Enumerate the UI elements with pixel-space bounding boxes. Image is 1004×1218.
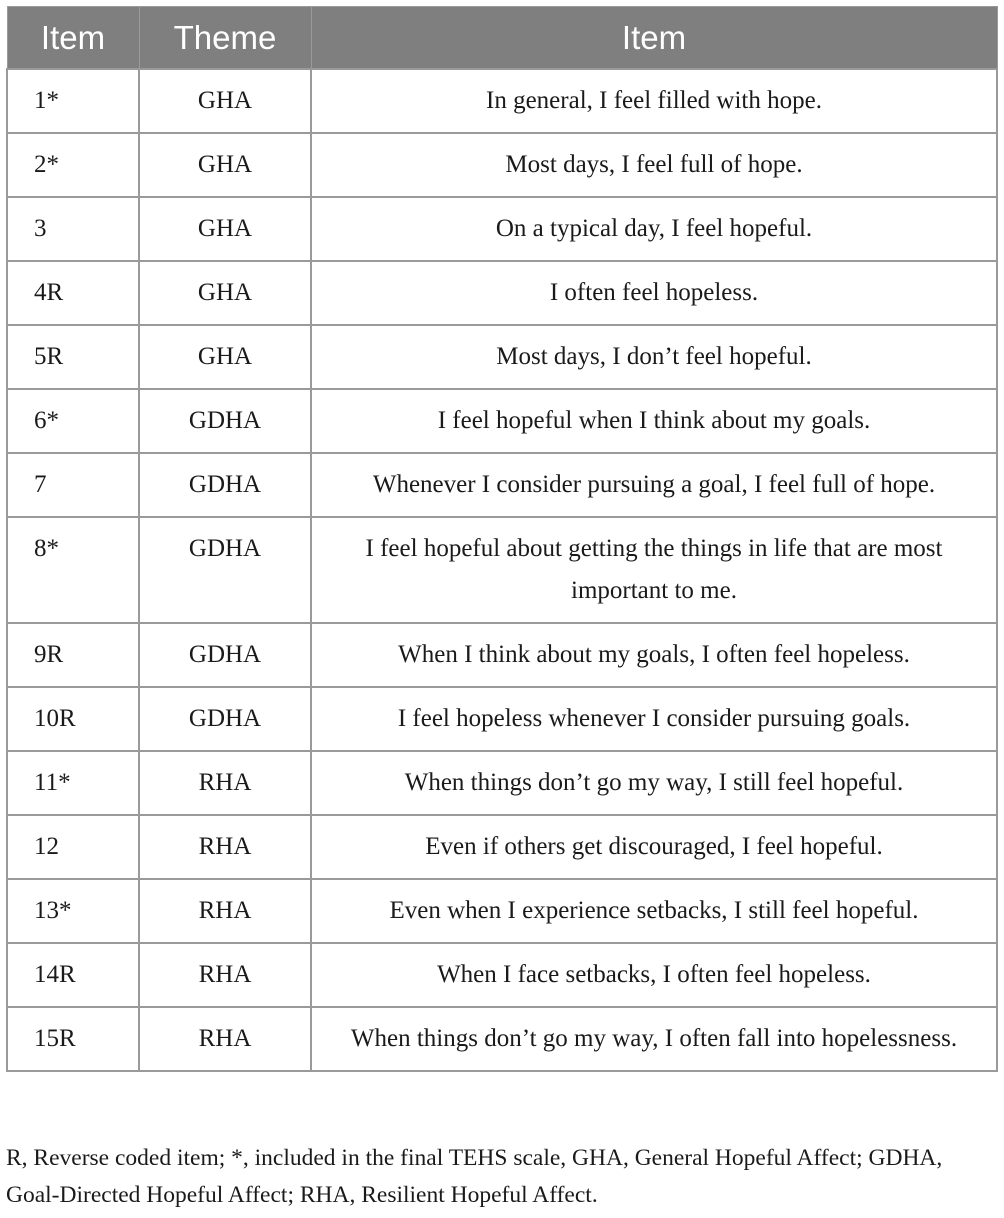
item-theme: RHA bbox=[139, 1007, 311, 1071]
item-theme: GHA bbox=[139, 133, 311, 197]
item-theme: GHA bbox=[139, 325, 311, 389]
item-theme: GDHA bbox=[139, 517, 311, 623]
item-text: Even when I experience setbacks, I still feel hopeful. bbox=[311, 879, 997, 943]
item-theme: RHA bbox=[139, 815, 311, 879]
header-item-text: Item bbox=[311, 7, 997, 70]
item-text: I feel hopeful when I think about my goals. bbox=[311, 389, 997, 453]
table-row bbox=[7, 815, 997, 879]
item-number: 10R bbox=[7, 687, 139, 751]
item-number: 13* bbox=[7, 879, 139, 943]
item-number: 15R bbox=[7, 1007, 139, 1071]
item-text: In general, I feel filled with hope. bbox=[311, 69, 997, 133]
table-row bbox=[7, 687, 997, 751]
item-number: 14R bbox=[7, 943, 139, 1007]
item-text: On a typical day, I feel hopeful. bbox=[311, 197, 997, 261]
item-theme: GDHA bbox=[139, 453, 311, 517]
item-text: I often feel hopeless. bbox=[311, 261, 997, 325]
item-theme: RHA bbox=[139, 879, 311, 943]
table-row bbox=[7, 453, 997, 517]
item-text: Whenever I consider pursuing a goal, I feel full of hope. bbox=[311, 453, 997, 517]
table-row bbox=[7, 1007, 997, 1071]
item-text: Even if others get discouraged, I feel hopeful. bbox=[311, 815, 997, 879]
table-row bbox=[7, 623, 997, 687]
item-number: 7 bbox=[7, 453, 139, 517]
item-text: When I face setbacks, I often feel hopeless. bbox=[311, 943, 997, 1007]
item-number: 5R bbox=[7, 325, 139, 389]
item-number: 11* bbox=[7, 751, 139, 815]
table-row bbox=[7, 197, 997, 261]
item-number: 1* bbox=[7, 69, 139, 133]
table-row bbox=[7, 261, 997, 325]
table-header-row bbox=[7, 7, 997, 70]
item-number: 12 bbox=[7, 815, 139, 879]
header-item: Item bbox=[7, 7, 139, 70]
item-theme: RHA bbox=[139, 751, 311, 815]
table-row bbox=[7, 751, 997, 815]
item-number: 3 bbox=[7, 197, 139, 261]
item-text: When things don’t go my way, I often fall into hopelessness. bbox=[311, 1007, 997, 1071]
table-row bbox=[7, 517, 997, 623]
item-text: Most days, I feel full of hope. bbox=[311, 133, 997, 197]
item-number: 6* bbox=[7, 389, 139, 453]
item-theme: GHA bbox=[139, 197, 311, 261]
item-number: 4R bbox=[7, 261, 139, 325]
item-text: Most days, I don’t feel hopeful. bbox=[311, 325, 997, 389]
item-number: 2* bbox=[7, 133, 139, 197]
item-number: 8* bbox=[7, 517, 139, 623]
table-row bbox=[7, 879, 997, 943]
item-text: When things don’t go my way, I still feel hopeful. bbox=[311, 751, 997, 815]
item-theme: RHA bbox=[139, 943, 311, 1007]
table-row bbox=[7, 389, 997, 453]
item-theme: GDHA bbox=[139, 687, 311, 751]
table-row bbox=[7, 69, 997, 133]
item-theme: GDHA bbox=[139, 389, 311, 453]
item-theme: GHA bbox=[139, 69, 311, 133]
table-footnote: R, Reverse coded item; *, included in the final TEHS scale, GHA, General Hopeful Affect; GDHA, Goal-Directed Hopeful Affect; RHA, Resilient Hopeful Affect. bbox=[6, 1145, 943, 1208]
item-theme: GHA bbox=[139, 261, 311, 325]
item-theme: GDHA bbox=[139, 623, 311, 687]
item-number: 9R bbox=[7, 623, 139, 687]
item-text: When I think about my goals, I often feel hopeless. bbox=[311, 623, 997, 687]
table-row bbox=[7, 325, 997, 389]
item-text: I feel hopeless whenever I consider pursuing goals. bbox=[311, 687, 997, 751]
item-text: I feel hopeful about getting the things in life that are most important to me. bbox=[311, 517, 997, 623]
header-theme: Theme bbox=[139, 7, 311, 70]
items-table bbox=[6, 6, 998, 1072]
table-row bbox=[7, 133, 997, 197]
table-row bbox=[7, 943, 997, 1007]
